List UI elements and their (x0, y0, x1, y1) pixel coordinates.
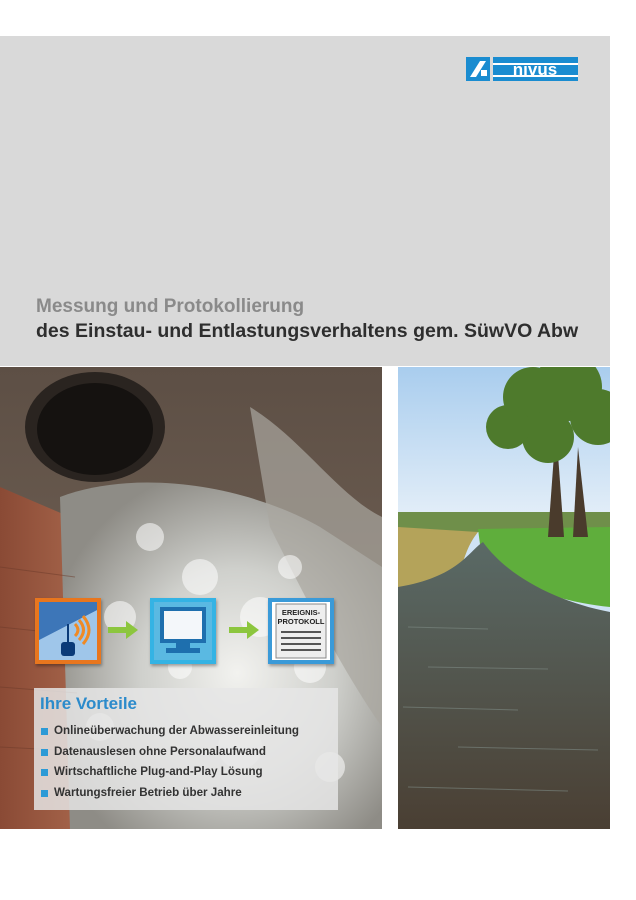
bullet-square-icon (41, 790, 48, 797)
event-protocol-step (268, 598, 334, 664)
bullet-square-icon (41, 749, 48, 756)
transmitter-step (35, 598, 101, 664)
benefits-title: Ihre Vorteile (40, 694, 137, 713)
benefit-text: Wartungsfreier Betrieb über Jahre (54, 785, 242, 799)
flow-arrow-1 (108, 621, 138, 639)
logo-text: nivus (512, 60, 558, 79)
nivus-logo-graphic (466, 55, 578, 83)
benefit-text: Wirtschaftliche Plug-and-Play Lösung (54, 765, 263, 778)
benefit-item (40, 783, 299, 804)
bullet-square-icon (41, 728, 48, 735)
protocol-label-line2: PROTOKOLL (277, 617, 325, 626)
benefit-text: Datenauslesen ohne Personalaufwand (54, 744, 266, 758)
event-protocol-icon (272, 602, 330, 660)
bullet-square-icon (41, 769, 48, 776)
flow-arrow-2 (229, 621, 259, 639)
benefit-item (40, 721, 299, 742)
protocol-label-line1: EREIGNIS- (281, 608, 321, 617)
document-subtitle: Messung und Protokollierung (36, 296, 305, 317)
transmitter-icon (39, 602, 97, 660)
stream-landscape-photo (398, 367, 610, 829)
benefits-panel (34, 688, 338, 810)
benefit-text: Onlineüberwachung der Abwassereinleitung (54, 724, 300, 737)
benefit-item (40, 762, 299, 783)
monitor-icon (154, 602, 212, 660)
nivus-logo (466, 55, 578, 83)
benefit-item (40, 742, 299, 763)
monitor-step (150, 598, 216, 664)
document-title: des Einstau- und Entlastungsverhaltens gem. SüwVO Abw (36, 320, 579, 342)
benefits-list (40, 721, 299, 803)
